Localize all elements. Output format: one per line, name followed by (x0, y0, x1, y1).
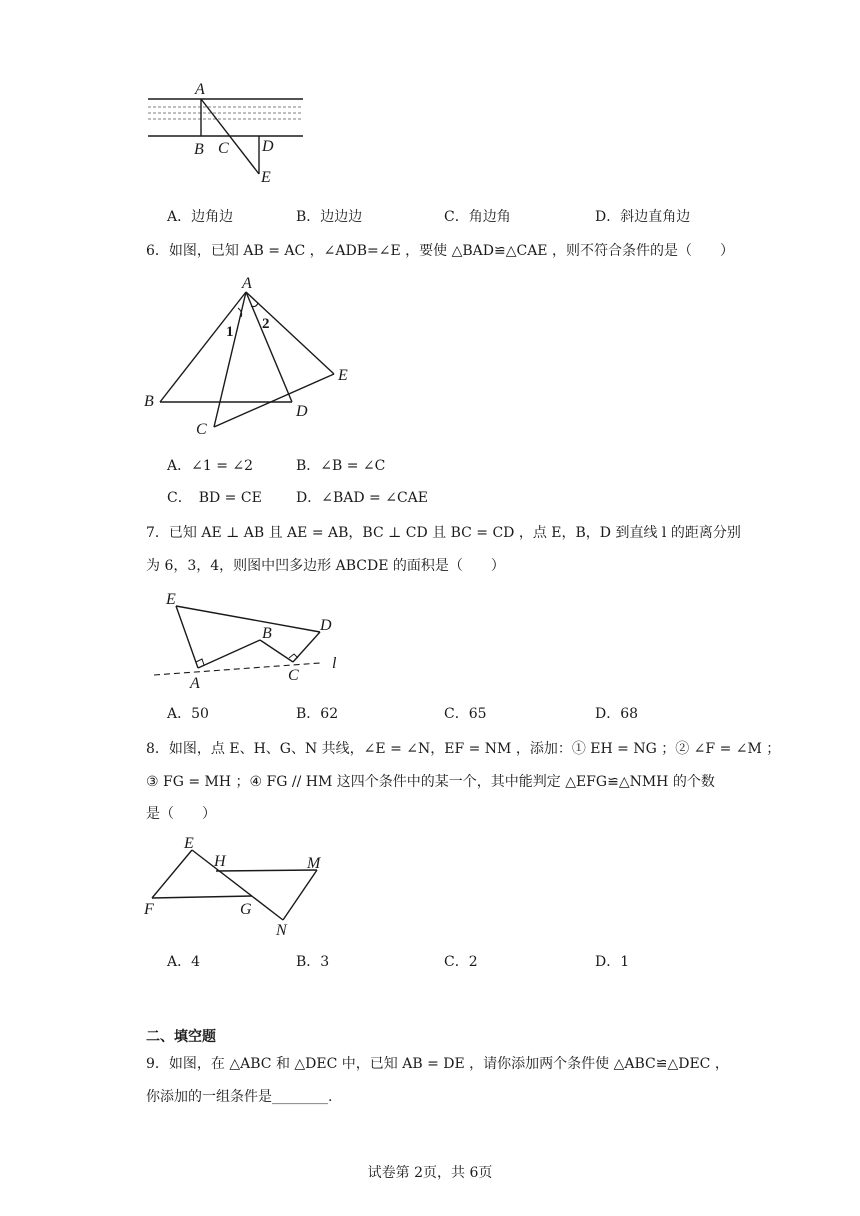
q7-stem-line1: 7．已知 AE ⊥ AB 且 AE = AB，BC ⊥ CD 且 BC = CD ，点 E，B，D 到直线 l 的距离分别 (146, 525, 741, 541)
q8-label-f: F (144, 901, 154, 918)
q5-label-a: A (195, 81, 205, 98)
q8-label-g: G (240, 901, 252, 918)
q8-option-d[interactable]: D．1 (595, 954, 630, 970)
q7-option-a[interactable]: A．50 (167, 706, 209, 722)
q7-label-a: A (190, 675, 200, 692)
q6-label-b: B (144, 393, 154, 410)
q9-stem-line2: 你添加的一组条件是________. (146, 1089, 333, 1105)
q5-option-a[interactable]: A．边角边 (167, 209, 234, 225)
q7-label-b: B (262, 625, 272, 642)
q9-stem-line1: 9．如图，在 △ABC 和 △DEC 中，已知 AB = DE ，请你添加两个条件使 △ABC≌△DEC ， (146, 1056, 729, 1072)
q5-option-b[interactable]: B．边边边 (296, 209, 363, 225)
q6-option-b[interactable]: B．∠B = ∠C (296, 458, 386, 474)
q7-figure (150, 588, 360, 692)
q7-stem-line2: 为 6，3，4，则图中凹多边形 ABCDE 的面积是（ ） (146, 558, 505, 574)
q8-label-n: N (276, 922, 287, 939)
q5-label-e: E (261, 169, 271, 186)
q8-label-h: H (214, 853, 226, 870)
q5-option-c[interactable]: C．角边角 (444, 209, 511, 225)
section-title: 二、填空题 (146, 1029, 216, 1045)
page-footer: 试卷第 2页，共 6页 (367, 1165, 493, 1181)
q8-label-m: M (307, 855, 321, 872)
q7-label-e: E (166, 591, 176, 608)
q8-option-a[interactable]: A．4 (167, 954, 201, 970)
q6-option-a[interactable]: A．∠1 = ∠2 (167, 458, 254, 474)
q6-label-d: D (296, 403, 308, 420)
q8-label-e: E (184, 836, 194, 852)
q8-stem-line3: 是（ ） (146, 806, 216, 822)
q6-label-e: E (338, 367, 348, 384)
q5-label-d: D (262, 138, 274, 155)
q6-label-c: C (196, 421, 207, 438)
q6-label-a: A (242, 275, 252, 292)
q6-option-c[interactable]: C． BD = CE (167, 490, 262, 506)
q7-label-l: l (332, 655, 337, 672)
q6-label-angle2: 2 (262, 316, 270, 332)
q5-label-b: B (194, 141, 204, 158)
q7-option-c[interactable]: C．65 (444, 706, 487, 722)
q6-stem: 6．如图，已知 AB = AC ，∠ADB=∠E ，要使 △BAD≌△CAE ，则不符合条件的是（ ） (146, 243, 734, 259)
q8-option-b[interactable]: B．3 (296, 954, 330, 970)
q5-option-d[interactable]: D．斜边直角边 (595, 209, 691, 225)
q8-figure (140, 836, 340, 940)
q7-option-b[interactable]: B．62 (296, 706, 339, 722)
q7-label-c: C (288, 667, 299, 684)
q6-label-angle1: 1 (226, 324, 234, 340)
q7-option-d[interactable]: D．68 (595, 706, 639, 722)
q6-figure (140, 272, 360, 442)
q5-figure (140, 78, 310, 188)
q8-option-c[interactable]: C．2 (444, 954, 478, 970)
q6-option-d[interactable]: D．∠BAD = ∠CAE (296, 490, 428, 506)
q8-stem-line2: ③ FG = MH ；④ FG // HM 这四个条件中的某一个，其中能判定 △EFG≌△NMH 的个数 (146, 774, 715, 790)
q5-label-c: C (218, 140, 229, 157)
q8-stem-line1: 8．如图，点 E、H、G、N 共线，∠E = ∠N，EF = NM ，添加：① EH = NG ；② ∠F = ∠M ； (146, 741, 781, 757)
q7-label-d: D (320, 617, 332, 634)
